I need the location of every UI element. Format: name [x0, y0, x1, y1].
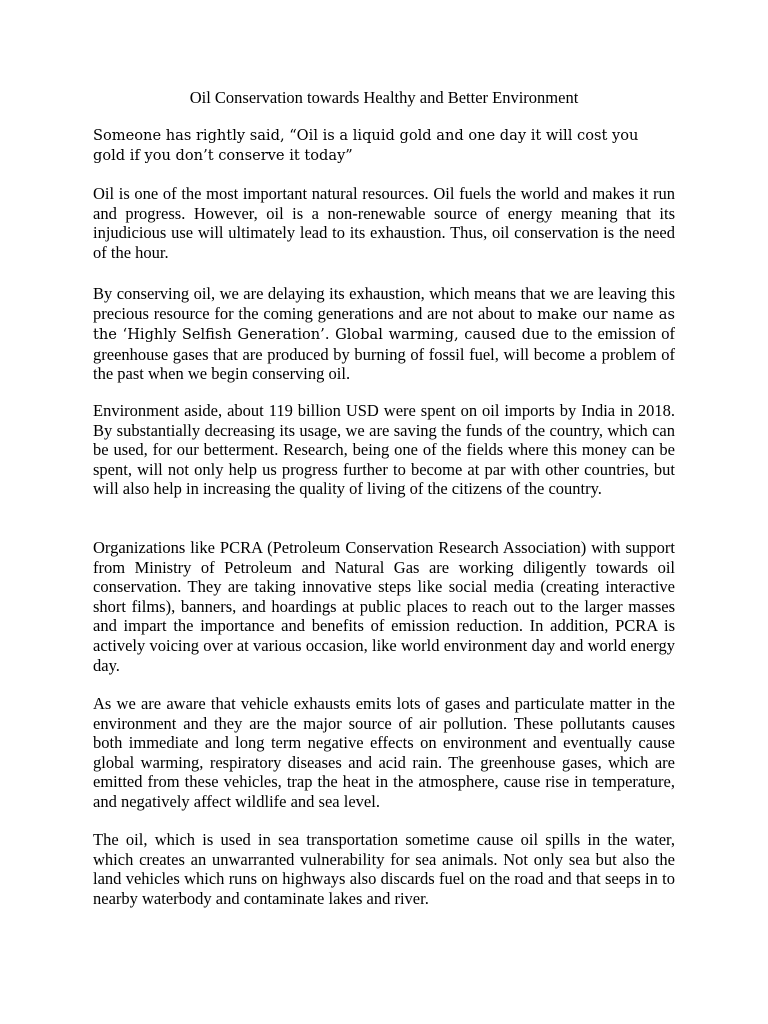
paragraph-oil-importance: Oil is one of the most important natural resources. Oil fuels the world and makes it run and progress. However, oil is a non-renewable source of energy meaning that its injudicious use will ultimately lead to its exhaustion. Thus, oil conservation is the need of the hour.: [93, 184, 675, 262]
paragraph-conserving-oil-end: to the emission of greenhouse gases that are produced by burning of fossil fuel, will become a problem of the past when we begin conserving oil.: [93, 324, 676, 384]
paragraph-pcra: Organizations like PCRA (Petroleum Conservation Research Association) with support from Ministry of Petroleum and Natural Gas are working diligently towards oil conservation. They are taking innovative steps like social media (creating interactive short films), banners, and hoardings at public places to reach out to the larger masses and impart the importance and benefits of emission reduction. In addition, PCRA is actively voicing over at various occasion, like world environment day and world energy day.: [93, 538, 675, 675]
page-title: Oil Conservation towards Healthy and Better Environment: [189, 88, 579, 107]
paragraph-conserving-oil-highlight: make our name as the ‘Highly Selfish Generation’. Global warming, caused due: [93, 305, 675, 344]
paragraph-oil-spills: The oil, which is used in sea transportation sometime cause oil spills in the water, which creates an unwarranted vulnerability for sea animals. Not only sea but also the land vehicles which runs on highways also discards fuel on the road and that seeps in to nearby waterbody and contaminate lakes and river.: [93, 830, 675, 908]
opening-quote: Someone has rightly said, “Oil is a liquid gold and one day it will cost you gold if you don’t conserve it today”: [93, 127, 639, 164]
paragraph-vehicle-exhausts: As we are aware that vehicle exhausts emits lots of gases and particulate matter in the environment and they are the major source of air pollution. These pollutants causes both immediate and long term negative effects on environment and eventually cause global warming, respiratory diseases and acid rain. The greenhouse gases, which are emitted from these vehicles, trap the heat in the atmosphere, cause rise in temperature, and negatively affect wildlife and sea level.: [93, 694, 675, 811]
paragraph-oil-imports: Environment aside, about 119 billion USD were spent on oil imports by India in 2018. By substantially decreasing its usage, we are saving the funds of the country, which can be used, for our betterment. Research, being one of the fields where this money can be spent, will not only help us progress further to become at par with other countries, but will also help in increasing the quality of living of the citizens of the country.: [93, 401, 675, 499]
paragraph-conserving-oil-start: By conserving oil, we are delaying its exhaustion, which means that we are leaving this precious resource for the coming generations and are not about to: [93, 284, 675, 323]
paragraph-conserving-oil: [93, 284, 675, 384]
